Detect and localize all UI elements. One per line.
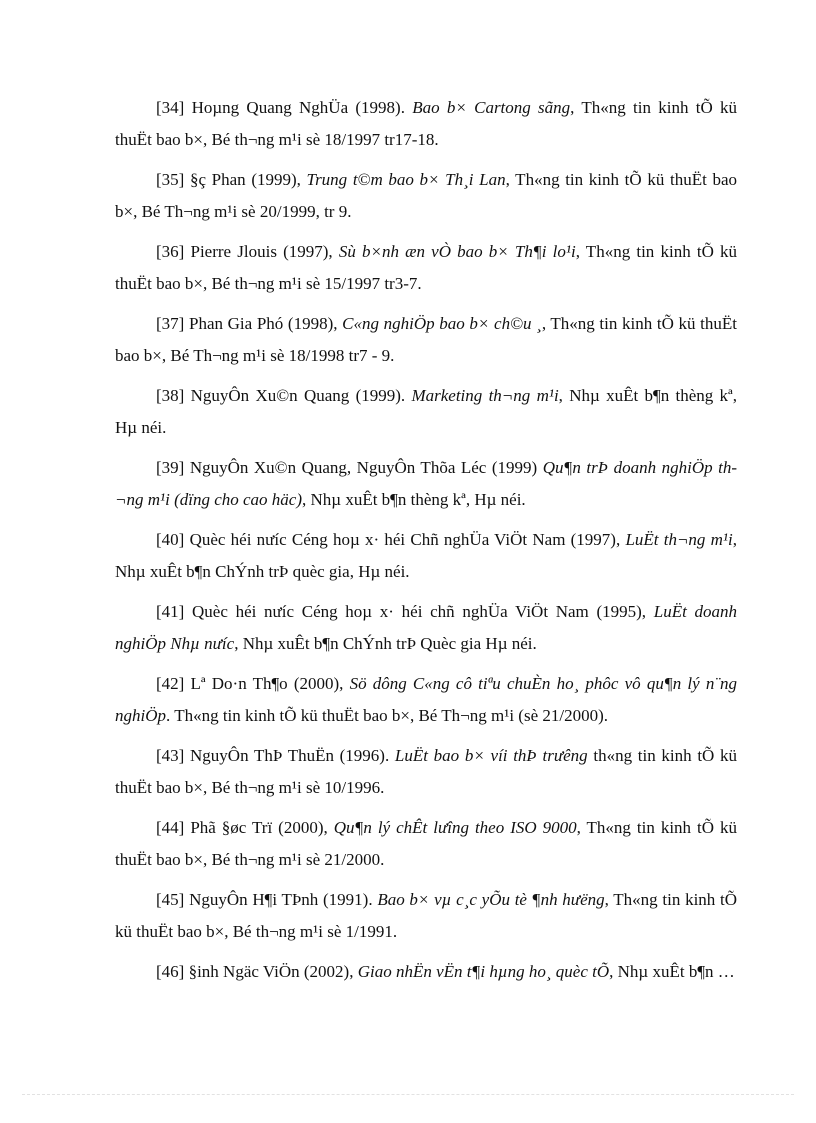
reference-item-34 [115, 92, 737, 156]
reference-title: LuËt doanh nghiÖp Nhµ nưíc [115, 602, 738, 653]
reference-item-46 [115, 956, 737, 988]
reference-authors: NguyÔn Xu©n Quang (1999). [190, 386, 412, 405]
reference-number: [35] [156, 170, 185, 189]
reference-title: Sö dông C«ng cô tiªu chuÈn ho¸ phôc vô qu¶n lý n¨ng nghiÖp [115, 674, 738, 725]
reference-title: Trung t©m bao b× Th¸i Lan [306, 170, 506, 189]
reference-number: [36] [156, 242, 185, 261]
reference-item-38 [115, 380, 737, 444]
reference-title: C«ng nghiÖp bao b× ch©u ¸ [342, 314, 542, 333]
reference-number: [43] [156, 746, 185, 765]
reference-item-40 [115, 524, 737, 588]
reference-list [115, 92, 737, 996]
reference-authors: NguyÔn Xu©n Quang, NguyÔn Thõa Léc (1999) [189, 458, 543, 477]
reference-item-44 [115, 812, 737, 876]
reference-authors: Quèc héi nưíc Céng hoµ x· héi chñ nghÜa ViÖt Nam (1995), [192, 602, 654, 621]
reference-authors: Phã §øc Trï (2000), [190, 818, 334, 837]
reference-source: , Nhµ xuÊt b¶n thèng kª, Hµ néi. [302, 490, 526, 509]
reference-item-42 [115, 668, 737, 732]
reference-authors: §inh Ngäc ViÖn (2002), [188, 962, 358, 981]
reference-source: , Th«ng tin kinh tÕ kü thuËt bao b×, Bé Th¬ng m¹i sè 18/1998 tr7 - 9. [115, 314, 738, 365]
reference-title: LuËt bao b× víi thÞ trưêng [394, 746, 588, 765]
reference-number: [39] [156, 458, 185, 477]
reference-source: , Nhµ xuÊt b¶n … [609, 962, 735, 981]
reference-number: [34] [156, 98, 185, 117]
reference-number: [37] [156, 314, 185, 333]
reference-authors: Quèc héi nưíc Céng hoµ x· héi Chñ nghÜa ViÖt Nam (1997), [189, 530, 626, 549]
reference-authors: §ç Phan (1999), [189, 170, 307, 189]
reference-title: Bao b× Cartong sãng [412, 98, 571, 117]
reference-item-37 [115, 308, 737, 372]
reference-authors: NguyÔn ThÞ ThuËn (1996). [190, 746, 395, 765]
reference-item-43 [115, 740, 737, 804]
reference-source: , Th«ng tin kinh tÕ kü thuËt bao b×, Bé th¬ng m¹i sè 21/2000. [115, 818, 738, 869]
reference-source: th«ng tin kinh tÕ kü thuËt bao b×, Bé th¬ng m¹i sè 10/1996. [115, 746, 738, 797]
reference-source: , Th«ng tin kinh tÕ kü thuËt bao b×, Bé Th¬ng m¹i sè 20/1999, tr 9. [115, 170, 737, 221]
reference-title: Qu¶n lý chÊt lưîng theo ISO 9000 [333, 818, 577, 837]
reference-number: [45] [156, 890, 185, 909]
reference-title: Qu¶n trÞ doanh nghiÖp th¬ng m¹i (dïng cho cao häc) [115, 458, 737, 509]
reference-item-41 [115, 596, 737, 660]
reference-source: , Th«ng tin kinh tÕ kü thuËt bao b×, Bé th¬ng m¹i sè 1/1991. [115, 890, 738, 941]
reference-title: LuËt th¬ng m¹i [625, 530, 733, 549]
reference-item-35 [115, 164, 737, 228]
reference-item-45 [115, 884, 737, 948]
reference-number: [42] [156, 674, 185, 693]
reference-source: . Th«ng tin kinh tÕ kü thuËt bao b×, Bé Th¬ng m¹i (sè 21/2000). [166, 706, 609, 725]
reference-source: , Nhµ xuÊt b¶n thèng kª, Hµ néi. [115, 386, 737, 437]
reference-item-36 [115, 236, 737, 300]
reference-source: , Nhµ xuÊt b¶n ChÝnh trÞ quèc gia, Hµ néi. [115, 530, 738, 581]
reference-number: [38] [156, 386, 185, 405]
reference-source: , Th«ng tin kinh tÕ kü thuËt bao b×, Bé th¬ng m¹i sè 18/1997 tr17-18. [115, 98, 737, 149]
reference-title: Giao nhËn vËn t¶i hµng ho¸ quèc tÕ [357, 962, 610, 981]
reference-number: [41] [156, 602, 185, 621]
reference-source: , Th«ng tin kinh tÕ kü thuËt bao b×, Bé th¬ng m¹i sè 15/1997 tr3-7. [115, 242, 738, 293]
reference-title: Sù b×nh æn vÒ bao b× Th¶i lo¹i [338, 242, 576, 261]
reference-authors: NguyÔn H¶i TÞnh (1991). [189, 890, 378, 909]
reference-authors: Pierre Jlouis (1997), [190, 242, 339, 261]
reference-title: Marketing th¬ng m¹i [411, 386, 559, 405]
reference-authors: Phan Gia Phó (1998), [188, 314, 343, 333]
reference-authors: Lª Do·n Th¶o (2000), [190, 674, 350, 693]
reference-number: [40] [156, 530, 185, 549]
reference-item-39 [115, 452, 737, 516]
page-bottom-divider [22, 1094, 794, 1095]
reference-title: Bao b× vµ c¸c yÕu tè ¶nh hưëng [377, 890, 605, 909]
reference-authors: Hoµng Quang NghÜa (1998). [191, 98, 413, 117]
reference-source: , Nhµ xuÊt b¶n ChÝnh trÞ Quèc gia Hµ néi. [234, 634, 537, 653]
reference-number: [46] [156, 962, 185, 981]
reference-number: [44] [156, 818, 185, 837]
